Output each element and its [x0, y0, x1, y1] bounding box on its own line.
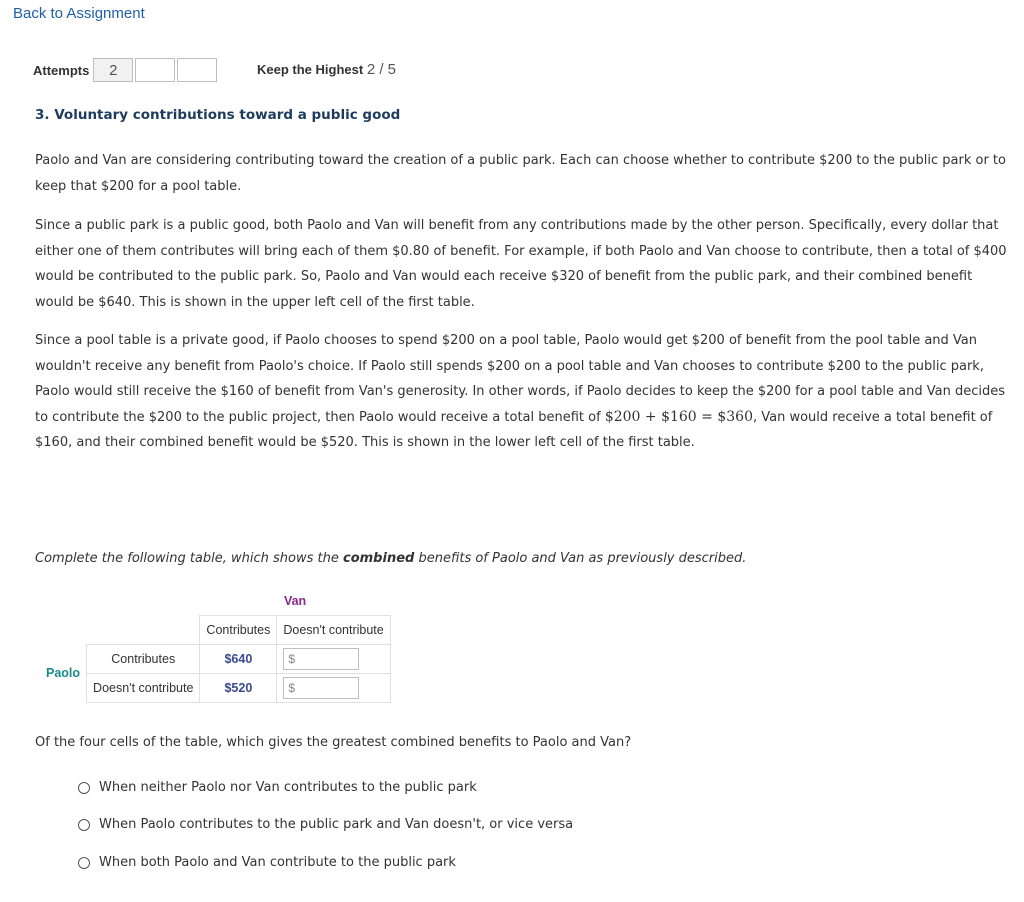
question-title: 3. Voluntary contributions toward a public good — [35, 107, 401, 123]
paragraph-3 — [35, 328, 1013, 456]
radio-icon[interactable] — [78, 782, 90, 794]
instruction-bold: combined — [343, 551, 415, 566]
score: 2 / 5 — [366, 61, 396, 78]
paragraph-1: Paolo and Van are considering contributing toward the creation of a public park. Each can choose whether to contribute $200 to the public park or to keep that $200 for a pool table. — [35, 153, 1006, 194]
attempts-bar — [33, 57, 219, 83]
radio-icon[interactable] — [78, 819, 90, 831]
option-label: When Paolo contributes to the public park and Van doesn't, or vice versa — [99, 817, 574, 832]
benefit-equation: $200 + $160 = $360 — [604, 408, 753, 425]
attempt-box-2 — [135, 58, 175, 82]
mc-prompt: Of the four cells of the table, which gives the greatest combined benefits to Paolo and Van? — [35, 735, 632, 750]
keep-highest — [257, 61, 396, 78]
radio-icon[interactable] — [78, 857, 90, 869]
instruction-text-a: Complete the following table, which shows the — [35, 551, 343, 566]
paragraph-3-text-b: , Van would receive a total benefit of $160, and their combined benefit would be $520. This is shown in the lower left cell of the first table. — [35, 409, 993, 450]
payoff-table — [40, 587, 391, 703]
option-label: When neither Paolo nor Van contributes to the public park — [99, 780, 477, 795]
option-both[interactable] — [78, 855, 456, 870]
cell-input-neither-contributes — [277, 673, 390, 702]
cell-van-contributes-paolo-doesnt: $520 — [200, 673, 277, 702]
col-header-contributes: Contributes — [200, 615, 277, 644]
row-header-contributes: Contributes — [87, 644, 200, 673]
paolo-header: Paolo — [46, 666, 81, 680]
option-one-contributes[interactable] — [78, 817, 573, 832]
row-header-doesnt-contribute: Doesn't contribute — [87, 673, 200, 702]
answer-input-1[interactable]: $ — [283, 648, 359, 670]
attempts-label: Attempts — [33, 62, 90, 78]
attempt-box-1: 2 — [93, 58, 133, 82]
cell-input-paolo-contributes-van-doesnt — [277, 644, 390, 673]
paragraph-3-text-a: Since a pool table is a private good, if Paolo chooses to spend $200 on a pool table, Paolo would get $200 of benefit from the pool table and Van wouldn't receive any benefit from Paolo's choice. If Paolo still spends $200 on a pool table and Van chooses to contribute $200 to the public park, Paolo would still receive the $160 of benefit from Van's generosity. In other words, if Paolo decides to keep the $200 for a pool table and Van decides to contribute the $200 to the public project, then Paolo would receive a total benefit of — [35, 333, 1006, 425]
attempt-box-3 — [177, 58, 217, 82]
table-instruction — [35, 551, 746, 566]
option-label: When both Paolo and Van contribute to the public park — [99, 855, 456, 870]
paragraph-2: Since a public park is a public good, both Paolo and Van will benefit from any contributions made by the other person. Specifically, every dollar that either one of them contributes will bring each of them $0.80 of benefit. For example, if both Paolo and Van choose to contribute, then a total of $400 would be contributed to the public park. So, Paolo and Van would each receive $320 of benefit from the public park, and their combined benefit would be $640. This is shown in the upper left cell of the first table. — [35, 218, 1007, 310]
option-neither[interactable] — [78, 780, 477, 795]
col-header-doesnt-contribute: Doesn't contribute — [277, 615, 390, 644]
answer-input-2[interactable]: $ — [283, 677, 359, 699]
cell-both-contribute: $640 — [200, 644, 277, 673]
keep-highest-label: Keep the Highest — [257, 62, 364, 77]
van-header: Van — [283, 593, 307, 608]
back-to-assignment-link[interactable]: Back to Assignment — [13, 5, 145, 22]
instruction-text-b: benefits of Paolo and Van as previously described. — [414, 551, 747, 566]
